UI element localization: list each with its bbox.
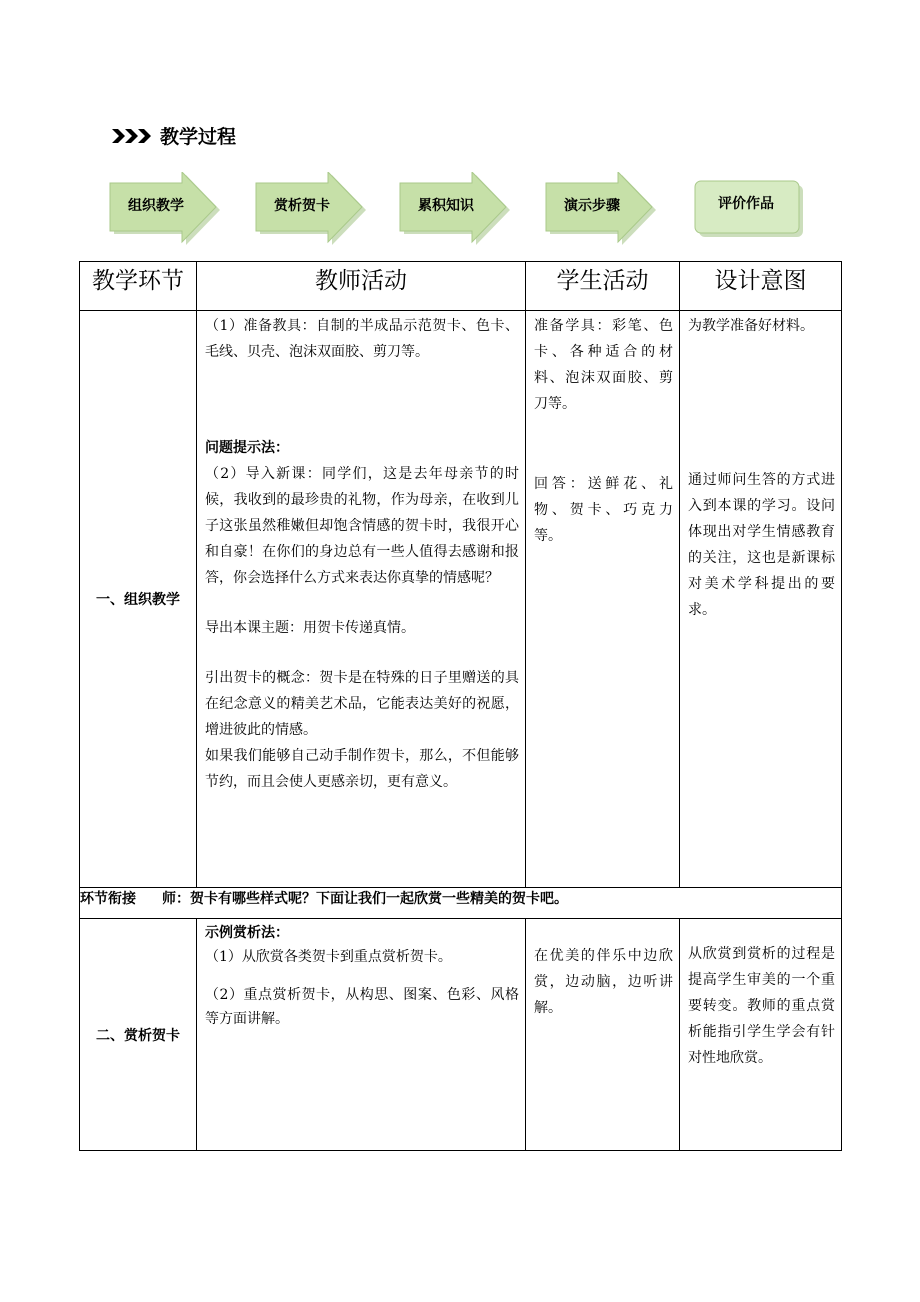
flow-step-label: 评价作品 xyxy=(718,196,774,212)
transition-row xyxy=(80,888,842,919)
intent-text: 通过师问生答的方式进入到本课的学习。设问体现出对学生情感教育的关注，这也是新课标对美术学科提出的要求。 xyxy=(688,472,835,618)
student-activity-cell xyxy=(526,919,680,1151)
stage-cell: 一、组织教学 xyxy=(80,311,197,888)
flow-step-3 xyxy=(398,172,518,248)
table-row xyxy=(80,311,842,888)
teacher-text: 如果我们能够自己动手制作贺卡，那么，不但能够节约，而且会使人更感亲切，更有意义。 xyxy=(205,748,519,790)
teacher-text: （2）导入新课：同学们，这是去年母亲节的时候，我收到的最珍贵的礼物，作为母亲，在收到儿子这张虽然稚嫩但却饱含情感的贺卡时，我很开心和自豪！在你们的身边总有一些人值得去感谢和报答，你会选择什么方式来表达你真挚的情感呢？ xyxy=(205,466,519,586)
intent-text: 从欣赏到赏析的过程是提高学生审美的一个重要转变。教师的重点赏析能指引学生学会有针对性地欣赏。 xyxy=(688,946,835,1066)
flow-step-label: 组织教学 xyxy=(128,198,184,214)
student-text: 准备学具：彩笔、色卡、各种适合的材料、泡沫双面胶、剪刀等。 xyxy=(534,318,673,412)
teacher-activity-cell xyxy=(197,919,526,1151)
flow-step-label: 演示步骤 xyxy=(564,198,620,214)
lesson-plan-table xyxy=(79,261,842,1151)
flow-step-label: 累积知识 xyxy=(418,198,474,214)
student-text: 在优美的伴乐中边欣赏，边动脑，边听讲解。 xyxy=(534,948,673,1016)
table-header-row xyxy=(80,262,842,311)
student-text: 回答：送鲜花、礼物、贺卡、巧克力等。 xyxy=(534,476,673,544)
section-title: 教学过程 xyxy=(160,126,237,148)
method-label: 示例赏析法： xyxy=(205,925,289,941)
teacher-text: （1）从欣赏各类贺卡到重点赏析贺卡。 xyxy=(205,949,452,965)
flow-step-2 xyxy=(254,172,374,248)
flow-step-4 xyxy=(544,172,664,248)
student-activity-cell xyxy=(526,311,680,888)
flow-step-label: 赏析贺卡 xyxy=(274,198,330,214)
flow-step-5 xyxy=(694,172,814,248)
header-intent: 设计意图 xyxy=(680,262,842,311)
header-stage: 教学环节 xyxy=(80,262,197,311)
teacher-text: （1）准备教具：自制的半成品示范贺卡、色卡、毛线、贝壳、泡沫双面胶、剪刀等。 xyxy=(205,318,519,360)
teacher-activity-cell xyxy=(197,311,526,888)
method-label: 问题提示法： xyxy=(205,440,289,456)
intent-cell xyxy=(680,919,842,1151)
header-student: 学生活动 xyxy=(526,262,680,311)
transition-label: 环节衔接 xyxy=(80,891,136,907)
table-row xyxy=(80,919,842,1151)
intent-text: 为教学准备好材料。 xyxy=(688,318,814,334)
transition-cell xyxy=(80,888,842,919)
section-heading xyxy=(112,122,236,149)
transition-text: 师：贺卡有哪些样式呢？下面让我们一起欣赏一些精美的贺卡吧。 xyxy=(162,891,568,907)
intent-cell xyxy=(680,311,842,888)
process-flow xyxy=(0,172,920,252)
triple-chevron-icon xyxy=(112,127,152,145)
teacher-text: （2）重点赏析贺卡，从构思、图案、色彩、风格等方面讲解。 xyxy=(205,987,519,1027)
flow-step-1 xyxy=(108,172,228,248)
header-teacher: 教师活动 xyxy=(197,262,526,311)
teacher-text: 引出贺卡的概念：贺卡是在特殊的日子里赠送的具在纪念意义的精美艺术品，它能表达美好的祝愿，增进彼此的情感。 xyxy=(205,670,519,738)
stage-cell: 二、赏析贺卡 xyxy=(80,919,197,1151)
teacher-text: 导出本课主题：用贺卡传递真情。 xyxy=(205,620,415,636)
